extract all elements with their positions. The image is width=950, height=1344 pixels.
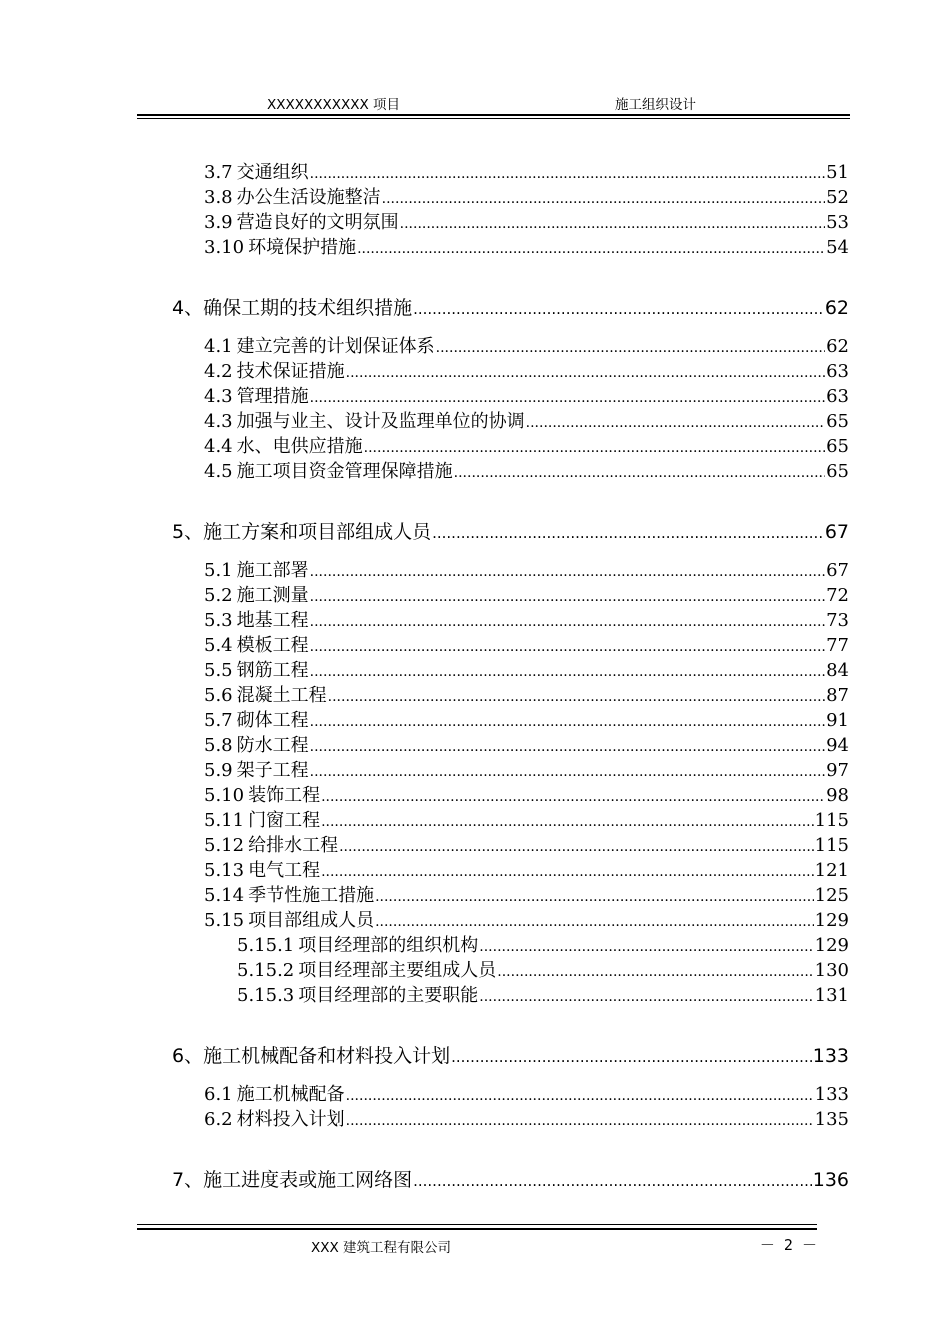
toc-entry-number: 3.8 <box>204 187 233 208</box>
toc-entry-number: 5.14 <box>204 885 245 906</box>
toc-entry-number: 6、 <box>172 1045 204 1067</box>
toc-entry[interactable] <box>204 233 849 259</box>
toc-entry-page: 121 <box>814 860 849 881</box>
toc-entry-title: 施工机械配备 <box>236 1084 345 1105</box>
toc-entry-page: 63 <box>826 361 849 382</box>
toc-entry[interactable] <box>204 208 849 234</box>
toc-entry-page: 135 <box>814 1109 849 1130</box>
toc-entry-page: 65 <box>826 461 849 482</box>
toc-entry-page: 65 <box>826 436 849 457</box>
toc-entry-title: 施工项目资金管理保障措施 <box>236 461 453 482</box>
toc-leader-dots <box>479 939 813 955</box>
toc-entry-title: 项目经理部的组织机构 <box>298 935 479 956</box>
toc-entry[interactable] <box>204 1080 849 1106</box>
toc-entry[interactable] <box>204 831 849 857</box>
toc-leader-dots <box>328 689 825 705</box>
toc-entry-page: 65 <box>826 411 849 432</box>
toc-entry-page: 53 <box>826 212 849 233</box>
toc-entry-number: 5.15 <box>204 910 245 931</box>
toc-entry-page: 130 <box>814 960 849 981</box>
toc-entry[interactable] <box>237 981 849 1007</box>
toc-leader-dots <box>413 300 824 318</box>
toc-leader-dots <box>310 664 825 680</box>
toc-leader-dots <box>375 914 814 930</box>
toc-entry[interactable] <box>204 332 849 358</box>
toc-entry-title: 水、电供应措施 <box>236 436 363 457</box>
toc-leader-dots <box>497 964 813 980</box>
toc-leader-dots <box>310 390 825 406</box>
toc-entry[interactable] <box>204 432 849 458</box>
footer-rule-thick <box>137 1228 817 1230</box>
toc-entry-number: 5.2 <box>204 585 233 606</box>
toc-leader-dots <box>321 814 814 830</box>
toc-entry-number: 5.15.1 <box>237 935 295 956</box>
toc-entry-number: 5、 <box>172 521 204 543</box>
toc-entry-title: 电气工程 <box>248 860 321 881</box>
toc-entry-number: 7、 <box>172 1169 204 1191</box>
toc-entry[interactable] <box>172 517 849 544</box>
toc-entry-number: 6.1 <box>204 1084 233 1105</box>
toc-entry[interactable] <box>204 731 849 757</box>
toc-leader-dots <box>310 639 825 655</box>
toc-entry[interactable] <box>204 681 849 707</box>
toc-entry-page: 63 <box>826 386 849 407</box>
toc-entry[interactable] <box>204 407 849 433</box>
toc-leader-dots <box>321 864 814 880</box>
toc-entry-number: 5.9 <box>204 760 233 781</box>
toc-leader-dots <box>432 524 824 542</box>
toc-entry-number: 5.1 <box>204 560 233 581</box>
toc-entry-title: 架子工程 <box>236 760 309 781</box>
toc-entry[interactable] <box>204 706 849 732</box>
toc-entry[interactable] <box>172 1041 849 1068</box>
toc-entry-page: 94 <box>826 735 849 756</box>
toc-entry[interactable] <box>172 1165 849 1192</box>
toc-entry-number: 5.7 <box>204 710 233 731</box>
toc-entry[interactable] <box>204 881 849 907</box>
toc-leader-dots <box>310 589 825 605</box>
toc-entry-number: 5.4 <box>204 635 233 656</box>
toc-leader-dots <box>357 241 825 257</box>
toc-entry-title: 交通组织 <box>236 162 309 183</box>
toc-entry-number: 5.13 <box>204 860 245 881</box>
footer-page-number: － 2 － <box>759 1236 817 1254</box>
toc-entry-page: 52 <box>826 187 849 208</box>
toc-entry-title: 项目经理部的主要职能 <box>298 985 479 1006</box>
toc-entry[interactable] <box>204 357 849 383</box>
toc-entry-number: 4.4 <box>204 436 233 457</box>
toc-entry-page: 133 <box>812 1045 849 1067</box>
toc-entry-title: 施工方案和项目部组成人员 <box>203 521 432 543</box>
toc-entry-title: 装饰工程 <box>248 785 321 806</box>
toc-entry-title: 环境保护措施 <box>248 237 357 258</box>
toc-entry-title: 给排水工程 <box>248 835 339 856</box>
toc-entry-title: 施工部署 <box>236 560 309 581</box>
toc-entry-number: 6.2 <box>204 1109 233 1130</box>
toc-entry-title: 施工进度表或施工网络图 <box>203 1169 413 1191</box>
toc-entry-title: 办公生活设施整洁 <box>236 187 381 208</box>
toc-entry-page: 98 <box>826 785 849 806</box>
toc-entry-title: 混凝土工程 <box>236 685 327 706</box>
toc-entry[interactable] <box>204 806 849 832</box>
toc-entry-number: 5.11 <box>204 810 245 831</box>
toc-entry-title: 钢筋工程 <box>236 660 309 681</box>
toc-entry[interactable] <box>204 631 849 657</box>
toc-entry-page: 87 <box>826 685 849 706</box>
toc-leader-dots <box>346 1113 814 1129</box>
toc-leader-dots <box>346 365 825 381</box>
toc-entry-page: 129 <box>814 910 849 931</box>
toc-entry[interactable] <box>237 931 849 957</box>
header-project-name: XXXXXXXXXXX 项目 <box>267 97 401 113</box>
toc-entry-number: 4.3 <box>204 411 233 432</box>
toc-leader-dots <box>382 191 825 207</box>
toc-entry-page: 77 <box>826 635 849 656</box>
toc-entry[interactable] <box>204 656 849 682</box>
toc-entry-number: 5.12 <box>204 835 245 856</box>
toc-entry-number: 5.5 <box>204 660 233 681</box>
footer-company-name: XXX 建筑工程有限公司 <box>311 1240 452 1256</box>
toc-entry-title: 管理措施 <box>236 386 309 407</box>
toc-entry[interactable] <box>204 756 849 782</box>
toc-leader-dots <box>375 889 814 905</box>
toc-entry-number: 5.3 <box>204 610 233 631</box>
toc-entry-title: 材料投入计划 <box>236 1109 345 1130</box>
toc-entry-number: 4.2 <box>204 361 233 382</box>
toc-entry-title: 砌体工程 <box>236 710 309 731</box>
toc-entry-page: 67 <box>826 560 849 581</box>
toc-entry-number: 4.1 <box>204 336 233 357</box>
toc-leader-dots <box>310 714 825 730</box>
toc-leader-dots <box>310 764 825 780</box>
toc-leader-dots <box>436 340 825 356</box>
toc-leader-dots <box>479 989 813 1005</box>
toc-entry-page: 84 <box>826 660 849 681</box>
toc-entry[interactable] <box>204 183 849 209</box>
toc-leader-dots <box>310 564 825 580</box>
toc-entry[interactable] <box>172 293 849 320</box>
toc-leader-dots <box>413 1172 812 1190</box>
toc-leader-dots <box>321 789 825 805</box>
toc-entry[interactable] <box>204 1105 849 1131</box>
toc-entry-page: 72 <box>826 585 849 606</box>
page-footer <box>137 1224 817 1264</box>
toc-entry-number: 4、 <box>172 297 204 319</box>
toc-leader-dots <box>346 1088 814 1104</box>
toc-leader-dots <box>400 216 825 232</box>
toc-entry[interactable] <box>204 457 849 483</box>
toc-entry-title: 季节性施工措施 <box>248 885 375 906</box>
toc-entry-title: 确保工期的技术组织措施 <box>203 297 413 319</box>
toc-entry-number: 4.5 <box>204 461 233 482</box>
toc-entry-page: 51 <box>826 162 849 183</box>
toc-entry-title: 门窗工程 <box>248 810 321 831</box>
toc-entry-page: 115 <box>814 810 849 831</box>
toc-entry[interactable] <box>204 382 849 408</box>
toc-entry-title: 加强与业主、设计及监理单位的协调 <box>236 411 525 432</box>
toc-entry-number: 3.9 <box>204 212 233 233</box>
toc-entry-title: 施工机械配备和材料投入计划 <box>203 1045 451 1067</box>
toc-entry-page: 125 <box>814 885 849 906</box>
toc-leader-dots <box>310 739 825 755</box>
toc-entry-number: 4.3 <box>204 386 233 407</box>
toc-entry-page: 133 <box>814 1084 849 1105</box>
toc-entry-number: 5.15.2 <box>237 960 295 981</box>
toc-leader-dots <box>364 440 825 456</box>
toc-entry-title: 施工测量 <box>236 585 309 606</box>
header-document-title: 施工组织设计 <box>615 97 696 113</box>
toc-leader-dots <box>454 465 825 481</box>
toc-entry-title: 营造良好的文明氛围 <box>236 212 399 233</box>
toc-entry-number: 5.8 <box>204 735 233 756</box>
toc-entry-title: 建立完善的计划保证体系 <box>236 336 435 357</box>
toc-entry-page: 62 <box>826 336 849 357</box>
toc-entry-number: 3.7 <box>204 162 233 183</box>
toc-entry-title: 地基工程 <box>236 610 309 631</box>
toc-entry[interactable] <box>204 906 849 932</box>
toc-entry-page: 129 <box>814 935 849 956</box>
toc-entry[interactable] <box>204 856 849 882</box>
toc-entry[interactable] <box>204 581 849 607</box>
toc-entry-title: 项目经理部主要组成人员 <box>298 960 497 981</box>
toc-entry[interactable] <box>204 781 849 807</box>
toc-leader-dots <box>339 839 814 855</box>
toc-entry-page: 136 <box>812 1169 849 1191</box>
toc-leader-dots <box>310 614 825 630</box>
toc-entry-page: 115 <box>814 835 849 856</box>
toc-entry-number: 5.6 <box>204 685 233 706</box>
toc-entry[interactable] <box>204 556 849 582</box>
toc-leader-dots <box>526 415 825 431</box>
toc-entry-number: 3.10 <box>204 237 245 258</box>
toc-entry[interactable] <box>204 606 849 632</box>
toc-entry-title: 项目部组成人员 <box>248 910 375 931</box>
toc-entry-number: 5.10 <box>204 785 245 806</box>
toc-leader-dots <box>451 1048 812 1066</box>
toc-leader-dots <box>310 166 825 182</box>
toc-entry-title: 模板工程 <box>236 635 309 656</box>
toc-entry-page: 73 <box>826 610 849 631</box>
toc-entry-title: 防水工程 <box>236 735 309 756</box>
toc-entry-page: 62 <box>824 297 849 319</box>
toc-entry-title: 技术保证措施 <box>236 361 345 382</box>
toc-entry-page: 54 <box>826 237 849 258</box>
toc-entry[interactable] <box>204 158 849 184</box>
toc-entry-page: 131 <box>814 985 849 1006</box>
toc-entry-page: 67 <box>824 521 849 543</box>
footer-rule-thin <box>137 1224 817 1225</box>
toc-entry[interactable] <box>237 956 849 982</box>
toc-entry-number: 5.15.3 <box>237 985 295 1006</box>
toc-entry-page: 91 <box>826 710 849 731</box>
toc-entry-page: 97 <box>826 760 849 781</box>
